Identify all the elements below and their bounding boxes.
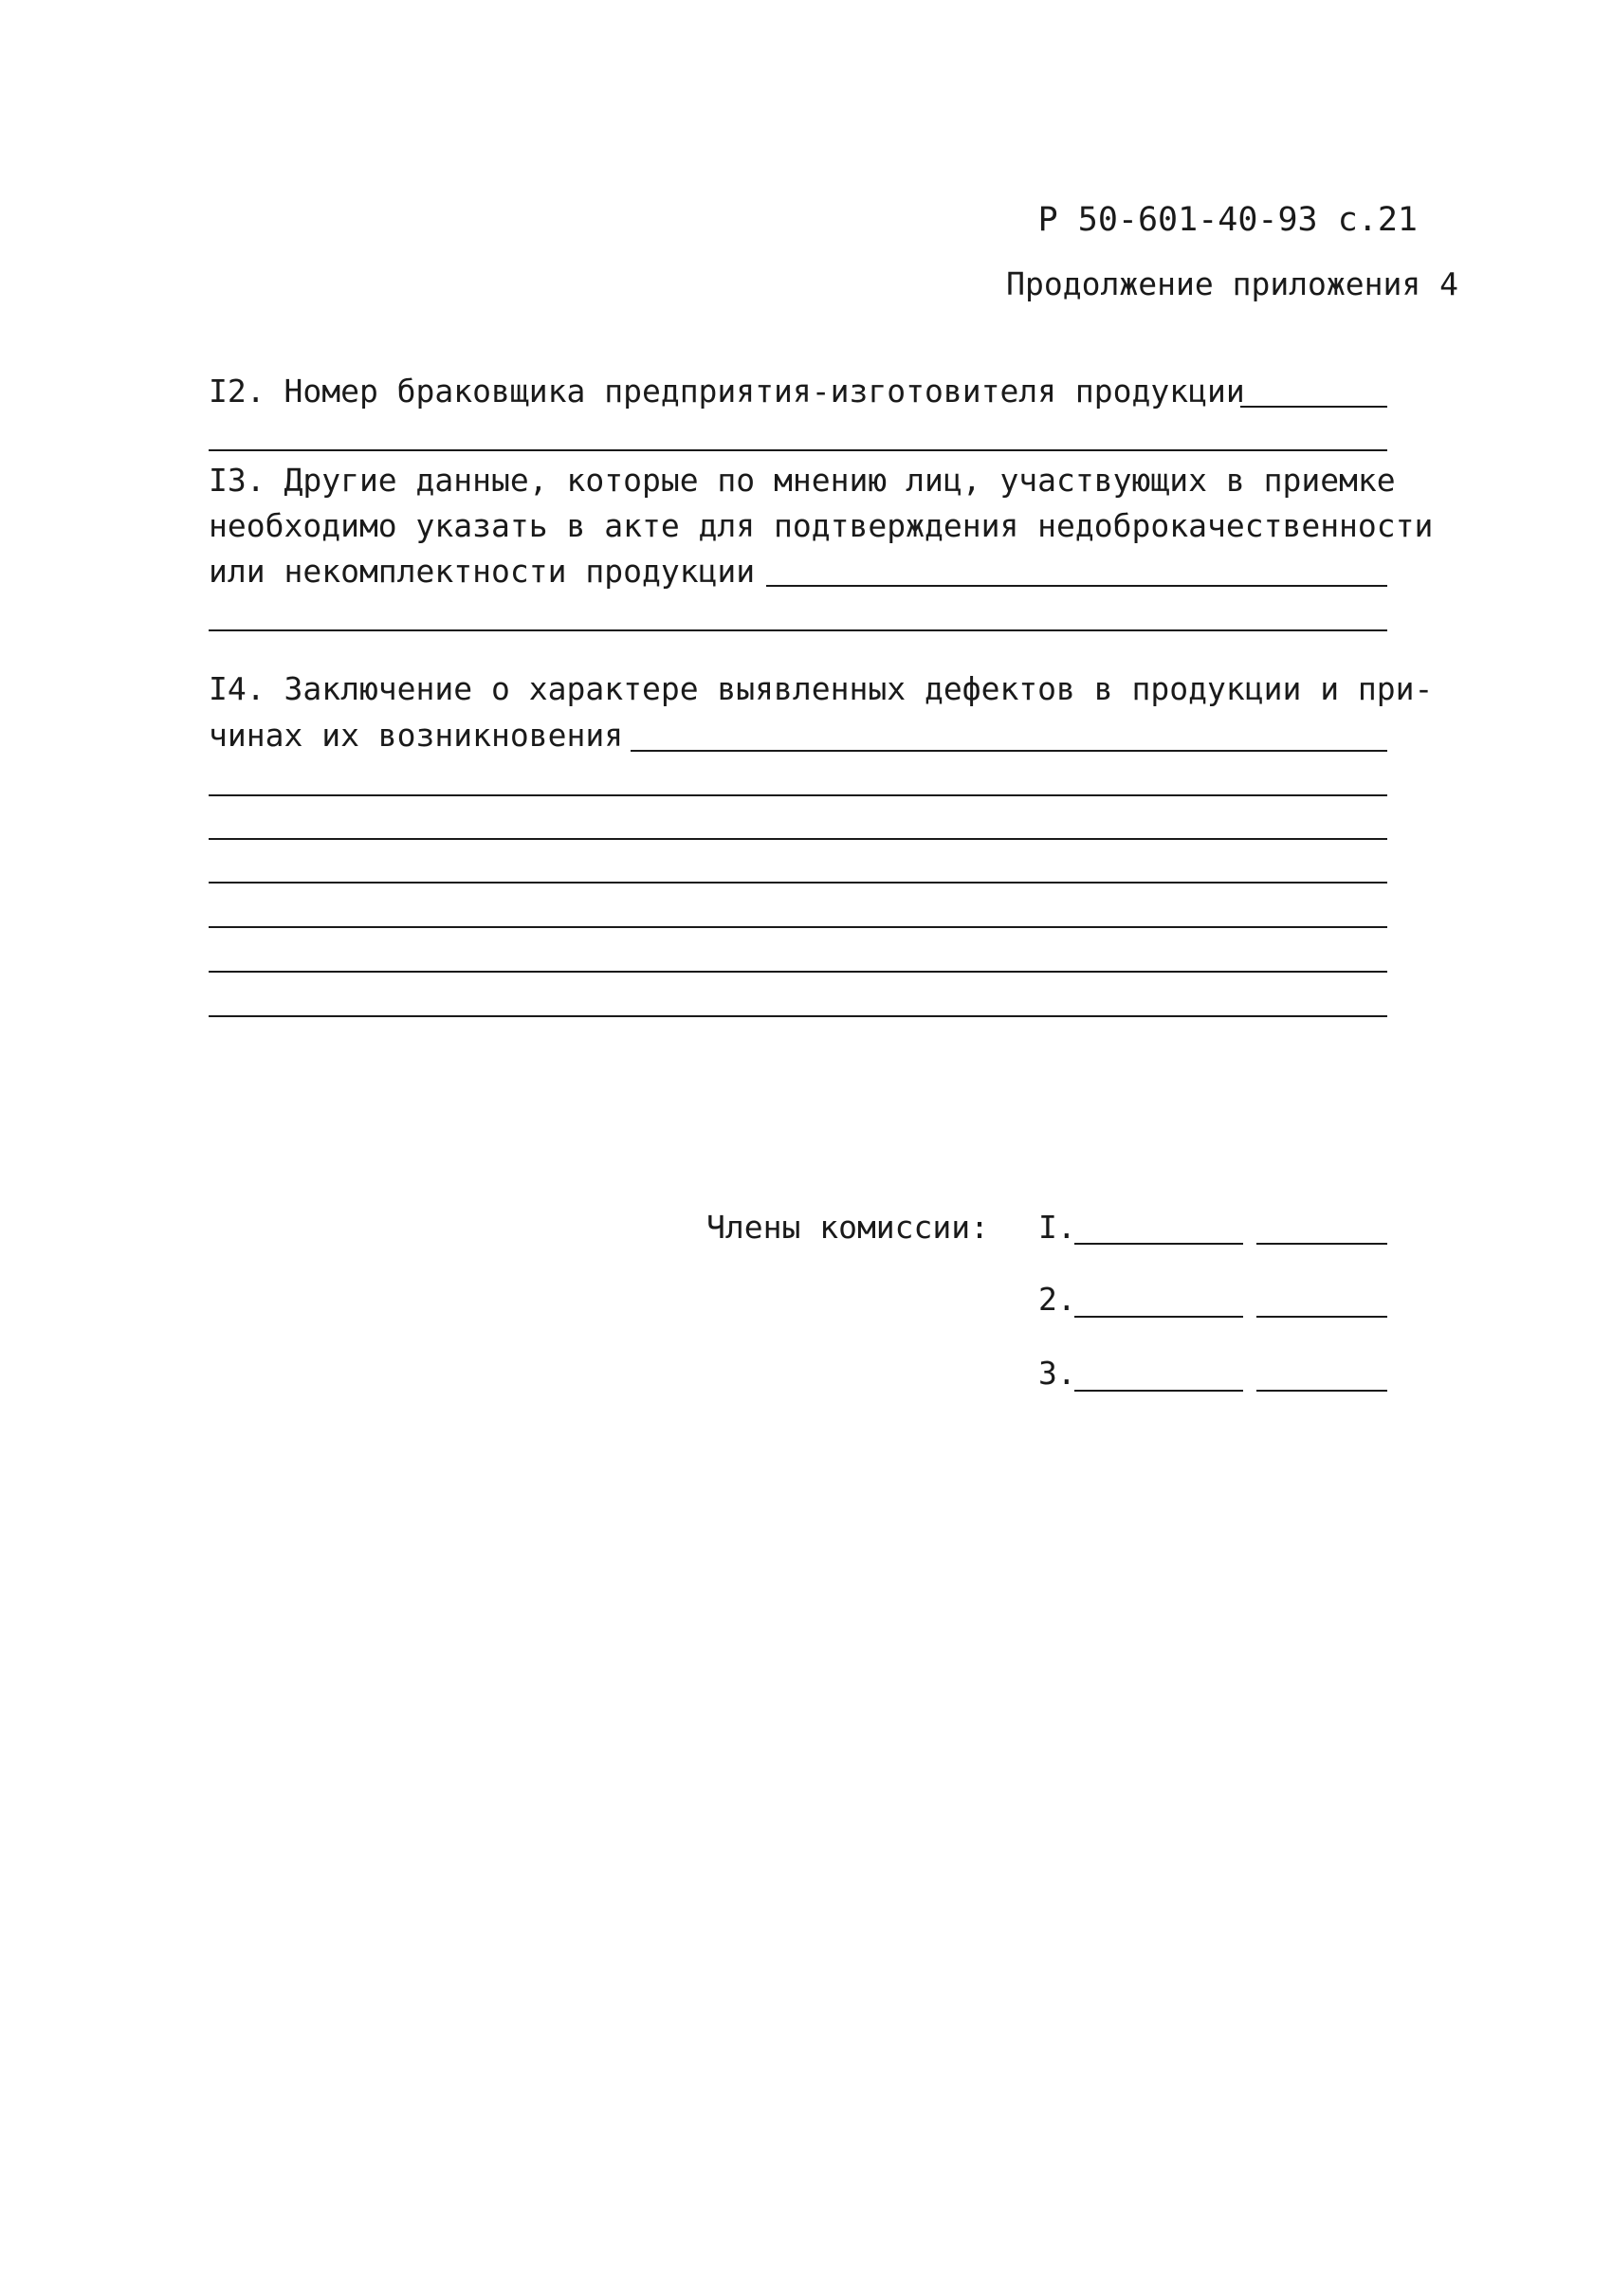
item-13-line-2: необходимо указать в акте для подтверждения недоброкачественности <box>209 507 1434 544</box>
item-14-fill-line-5[interactable] <box>209 926 1387 928</box>
item-14-fill-line-6[interactable] <box>209 971 1387 973</box>
item-14-fill-line-4[interactable] <box>209 882 1387 884</box>
item-14-fill-line[interactable] <box>631 750 1387 752</box>
item-14-line-2: чинах их возникновения <box>209 717 624 754</box>
item-12-fill-line[interactable] <box>1240 406 1387 408</box>
signature-number-2: 2. <box>1038 1281 1076 1318</box>
signature-2-name-line[interactable] <box>1074 1316 1243 1318</box>
item-13-line-1 <box>209 462 1408 499</box>
signature-3-name-line[interactable] <box>1074 1390 1243 1392</box>
item-14-fill-line-7[interactable] <box>209 1015 1387 1017</box>
signature-1-name-line[interactable] <box>1074 1243 1243 1245</box>
document-number: Р 50-601-40-93 с.21 <box>1037 201 1418 239</box>
signature-2-sign-line[interactable] <box>1256 1316 1387 1318</box>
item-14-fill-line-2[interactable] <box>209 794 1387 796</box>
signature-number-1: I. <box>1038 1209 1076 1246</box>
item-13-line-1-text: I3. Другие данные, которые по мнению лиц, участвующих в приемке <box>209 462 1396 499</box>
item-13-fill-line[interactable] <box>766 585 1387 587</box>
signature-1-sign-line[interactable] <box>1256 1243 1387 1245</box>
item-13-fill-line-2[interactable] <box>209 629 1387 631</box>
item-12-fill-line-2[interactable] <box>209 449 1387 451</box>
appendix-continuation: Продолжение приложения 4 <box>1006 265 1458 302</box>
item-14-line-1: I4. Заключение о характере выявленных дефектов в продукции и при- <box>209 670 1434 707</box>
item-13-line-3: или некомплектности продукции <box>209 553 756 590</box>
signature-number-3: 3. <box>1038 1355 1076 1392</box>
commission-members-label: Члены комиссии: <box>706 1209 990 1246</box>
item-12-label: I2. Номер браковщика предприятия-изготовителя продукции <box>209 373 1245 410</box>
signature-3-sign-line[interactable] <box>1256 1390 1387 1392</box>
item-14-fill-line-3[interactable] <box>209 838 1387 840</box>
